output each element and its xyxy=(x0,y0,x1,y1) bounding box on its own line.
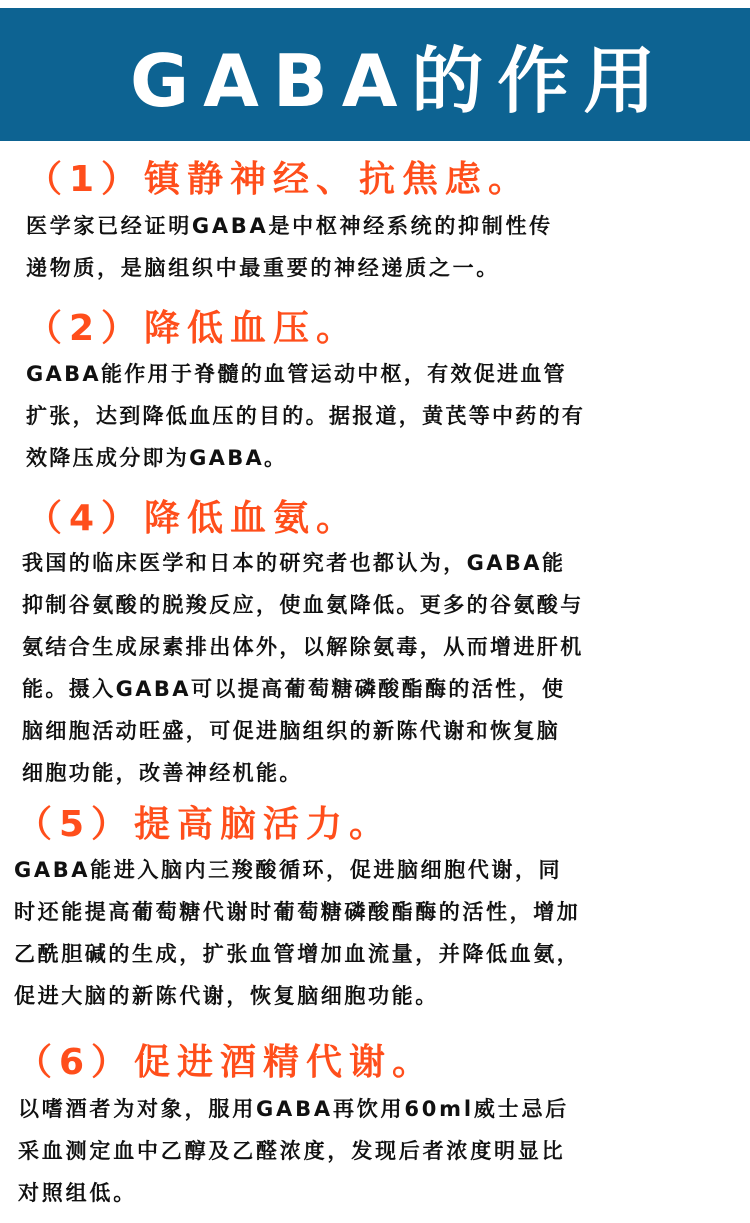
body-line: 时还能提高葡萄糖代谢时葡萄糖磷酸酯酶的活性，增加 xyxy=(14,900,581,924)
section-heading-alcohol-metabolism: （6）促进酒精代谢。 xyxy=(16,1042,436,1083)
body-line: 氨结合生成尿素排出体外，以解除氨毒，从而增进肝机 xyxy=(22,635,584,659)
page-title: GABA的作用 xyxy=(130,39,670,123)
body-line: 递物质，是脑组织中最重要的神经递质之一。 xyxy=(26,256,500,280)
section-body-blood-pressure xyxy=(26,353,585,479)
body-line: 医学家已经证明GABA是中枢神经系统的抑制性传 xyxy=(26,214,553,238)
body-line: 抑制谷氨酸的脱羧反应，使血氨降低。更多的谷氨酸与 xyxy=(22,593,584,617)
body-line: 细胞功能，改善神经机能。 xyxy=(22,761,303,785)
body-line: 能。摄入GABA可以提高葡萄糖磷酸酯酶的活性，使 xyxy=(22,677,566,701)
body-line: 促进大脑的新陈代谢，恢复脑细胞功能。 xyxy=(14,984,439,1008)
body-line: 我国的临床医学和日本的研究者也都认为，GABA能 xyxy=(22,551,566,575)
body-line: 效降压成分即为GABA。 xyxy=(26,446,288,470)
body-line: GABA能进入脑内三羧酸循环，促进脑细胞代谢，同 xyxy=(14,858,563,882)
body-line: 以嗜酒者为对象，服用GABA再饮用60ml威士忌后 xyxy=(18,1097,570,1121)
section-heading-brain-vitality: （5）提高脑活力。 xyxy=(16,804,393,845)
title-banner xyxy=(0,8,750,141)
section-heading-blood-pressure: （2）降低血压。 xyxy=(26,308,360,349)
section-body-sedation xyxy=(26,205,553,289)
body-line: 扩张，达到降低血压的目的。据报道，黄芪等中药的有 xyxy=(26,404,586,428)
body-line: 采血测定血中乙醇及乙醛浓度，发现后者浓度明显比 xyxy=(18,1139,566,1163)
section-body-alcohol-metabolism xyxy=(18,1088,569,1214)
section-body-blood-ammonia xyxy=(22,542,584,794)
body-line: GABA能作用于脊髓的血管运动中枢，有效促进血管 xyxy=(26,362,567,386)
section-body-brain-vitality xyxy=(14,849,580,1017)
body-line: 对照组低。 xyxy=(18,1181,137,1205)
body-line: 乙酰胆碱的生成，扩张血管增加血流量，并降低血氨， xyxy=(14,942,581,966)
body-line: 脑细胞活动旺盛，可促进脑组织的新陈代谢和恢复脑 xyxy=(22,719,561,743)
section-heading-sedation: （1）镇静神经、抗焦虑。 xyxy=(26,159,532,200)
section-heading-blood-ammonia: （4）降低血氨。 xyxy=(26,498,360,539)
